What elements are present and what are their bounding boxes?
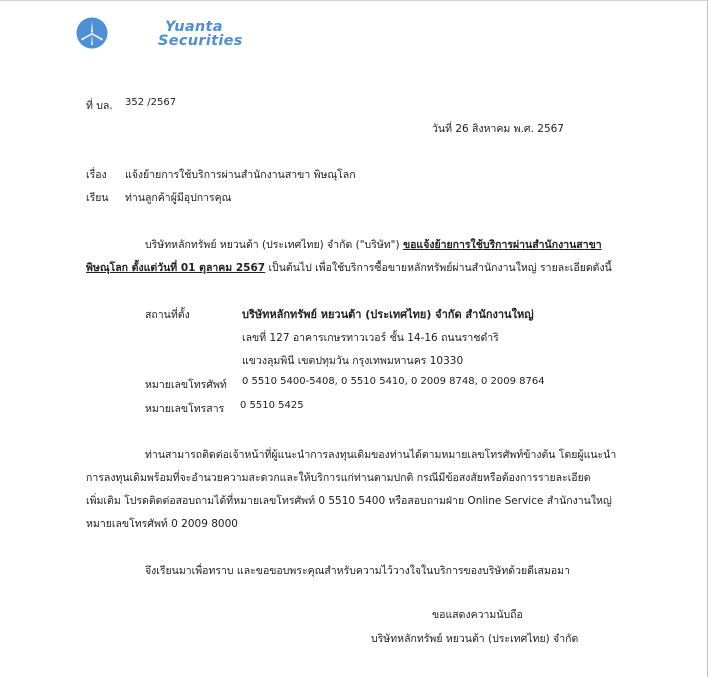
location-label: สถานที่ตั้ง [145, 309, 190, 321]
phone-label: หมายเลขโทรศัพท์ [145, 379, 227, 391]
signoff-regards: ขอแสดงความนับถือ [432, 609, 523, 621]
intro-line1-plain: บริษัทหลักทรัพย์ หยวนต้า (ประเทศไทย) จำกัด ("บริษัท") [145, 239, 403, 251]
intro-line2-plain: เป็นต้นไป เพื่อใช้บริการซื้อขายหลักทรัพย์ผ่านสำนักงานใหญ่ รายละเอียดดังนี้ [265, 262, 612, 274]
body-line3: เพิ่มเติม โปรดติดต่อสอบถามได้ที่หมายเลขโทรศัพท์ 0 5510 5400 หรือสอบถามฝ่าย Online Service สำนักงานใหญ่ [86, 495, 612, 507]
body-line4: หมายเลขโทรศัพท์ 0 2009 8000 [86, 518, 238, 530]
location-address2: แขวงลุมพินี เขตปทุมวัน กรุงเทพมหานคร 10330 [242, 355, 464, 367]
logo-line2: Securities [158, 33, 243, 49]
company-logo [76, 16, 243, 56]
page-border-top [0, 0, 708, 1]
letter-date: วันที่ 26 สิงหาคม พ.ศ. 2567 [432, 123, 564, 135]
logo-line1: Yuanta [165, 19, 223, 35]
ref-number: 352 /2567 [125, 97, 177, 108]
to-text: ท่านลูกค้าผู้มีอุปการคุณ [125, 192, 232, 204]
phone-value: 0 5510 5400-5408, 0 5510 5410, 0 2009 8748, 0 2009 8764 [242, 376, 545, 387]
signoff-company: บริษัทหลักทรัพย์ หยวนต้า (ประเทศไทย) จำกัด [371, 633, 579, 645]
fax-value: 0 5510 5425 [240, 400, 304, 411]
intro-line1-emphasis: ขอแจ้งย้ายการใช้บริการผ่านสำนักงานสาขา [402, 239, 602, 251]
logo-mark-icon [76, 17, 108, 49]
to-label: เรียน [86, 192, 109, 204]
body-line1: ท่านสามารถติดต่อเจ้าหน้าที่ผู้แนะนำการลงทุนเดิมของท่านได้ตามหมายเลขโทรศัพท์ข้างต้น โดยผู้แนะนำ [145, 449, 617, 461]
closing-text: จึงเรียนมาเพื่อทราบ และขอขอบพระคุณสำหรับความไว้วางใจในบริการของบริษัทด้วยดีเสมอมา [145, 565, 571, 577]
intro-line2-emphasis: พิษณุโลก ตั้งแต่วันที่ 01 ตุลาคม 2567 [86, 262, 266, 274]
ref-label: ที่ บล. [86, 100, 113, 112]
intro-line1 [145, 236, 602, 253]
location-address1: เลขที่ 127 อาคารเกษรทาวเวอร์ ชั้น 14-16 ถนนราชดำริ [242, 332, 499, 344]
location-name: บริษัทหลักทรัพย์ หยวนต้า (ประเทศไทย) จำกัด สำนักงานใหญ่ [242, 308, 534, 321]
fax-label: หมายเลขโทรสาร [145, 403, 225, 415]
subject-text: แจ้งย้ายการใช้บริการผ่านสำนักงานสาขา พิษณุโลก [125, 169, 356, 181]
subject-label: เรื่อง [86, 169, 107, 181]
body-line2: การลงทุนเดิมพร้อมที่จะอำนวยความสะดวกและให้บริการแก่ท่านตามปกติ กรณีมีข้อสงสัยหรือต้องการรายละเอียด [86, 472, 591, 484]
intro-line2 [86, 259, 612, 276]
